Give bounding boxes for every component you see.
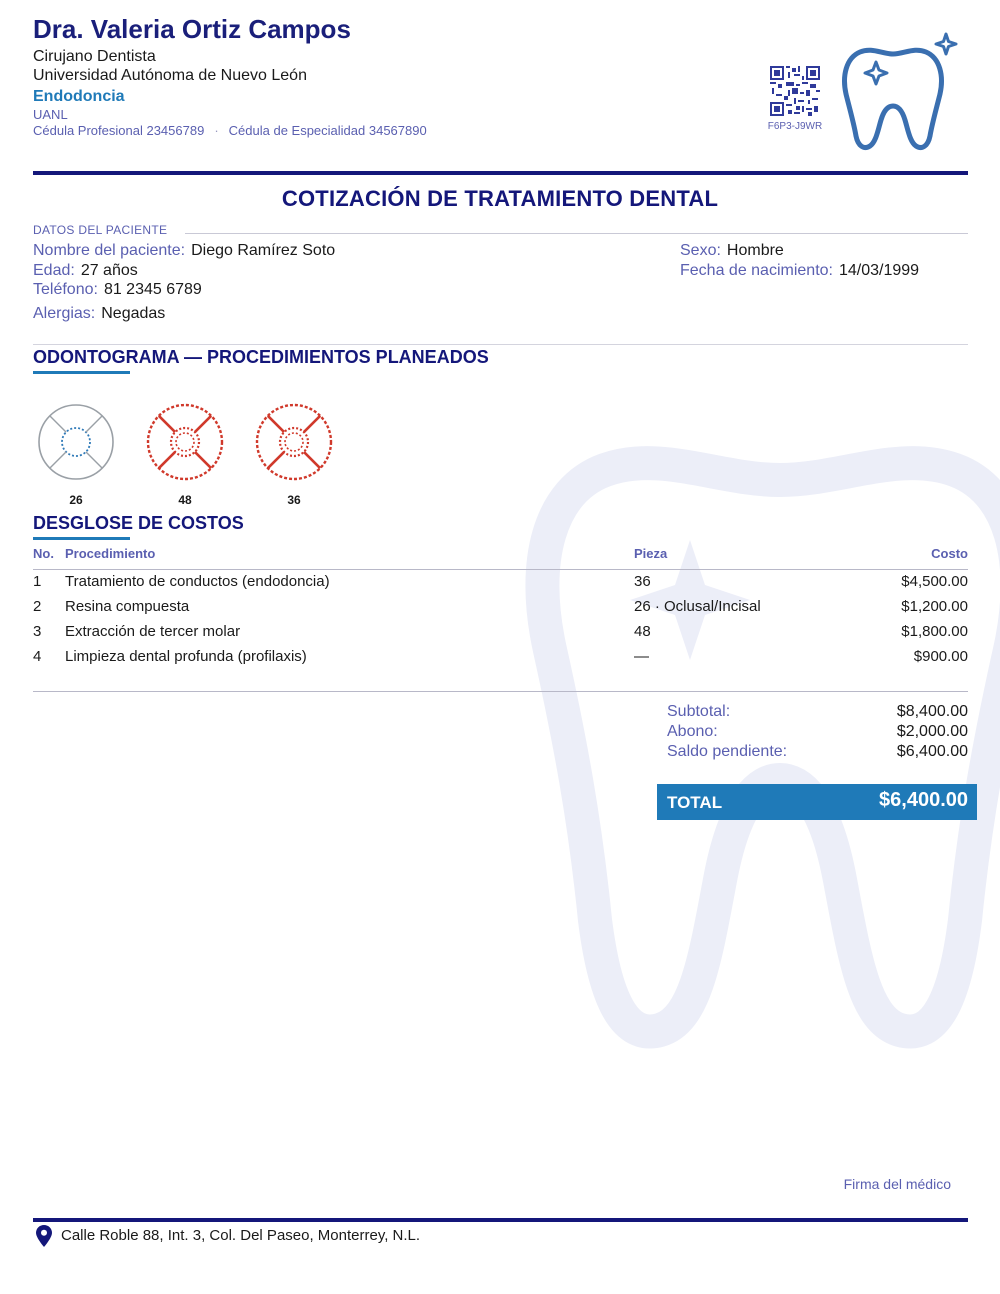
row-cost: $4,500.00: [901, 573, 968, 590]
costs-heading-underline: [33, 537, 130, 540]
patient-age-field: [33, 262, 138, 280]
row-piece: 26 · Oclusal/Incisal: [634, 598, 761, 615]
doctor-name: Dra. Valeria Ortiz Campos: [33, 14, 351, 44]
col-header-cost: Costo: [931, 546, 968, 561]
subtotal-label: Subtotal:: [667, 703, 731, 720]
patient-name-field: [33, 242, 335, 260]
tooth-number-label: 26: [69, 493, 83, 507]
signature-label: Firma del médico: [843, 1176, 951, 1192]
patient-age: 27 años: [80, 262, 138, 279]
col-header-piece: Pieza: [634, 546, 668, 561]
tooth-sparkle-icon: [838, 32, 960, 152]
abono-label: Abono:: [667, 723, 718, 740]
row-no: 4: [33, 648, 42, 665]
patient-dob: 14/03/1999: [838, 262, 920, 279]
subtotal-value: $8,400.00: [896, 703, 968, 720]
clinic-address: Calle Roble 88, Int. 3, Col. Del Paseo, Monterrey, N.L.: [61, 1227, 421, 1244]
table-bottom-rule: [33, 691, 968, 692]
patient-allergies-field: [33, 305, 165, 323]
row-procedure: Tratamiento de conductos (endodoncia): [65, 573, 330, 590]
cedula-especialidad: Cédula de Especialidad 34567890: [228, 123, 427, 138]
tooth-number-label: 48: [178, 493, 192, 507]
patient-name-label: Nombre del paciente:: [33, 242, 186, 259]
patient-dob-label: Fecha de nacimiento:: [680, 262, 833, 279]
patient-allergies-label: Alergias:: [33, 305, 96, 322]
patient-phone-label: Teléfono:: [33, 281, 98, 298]
patient-sex: Hombre: [726, 242, 784, 259]
costs-heading: DESGLOSE DE COSTOS: [33, 513, 244, 533]
row-piece: —: [634, 648, 649, 665]
doctor-specialty: Endodoncia: [33, 88, 125, 105]
patient-phone-field: [33, 281, 202, 299]
patient-section-label: DATOS DEL PACIENTE: [33, 223, 168, 237]
table-row: [0, 623, 1000, 648]
tooth-number-label: 36: [287, 493, 301, 507]
header-divider: [33, 171, 968, 175]
table-row: [0, 573, 1000, 598]
total-value: $6,400.00: [879, 789, 968, 811]
row-procedure: Limpieza dental profunda (profilaxis): [65, 648, 307, 665]
doctor-cedulas: [33, 123, 427, 138]
table-row: [0, 648, 1000, 673]
table-header-rule: [33, 569, 968, 570]
patient-section-divider: [33, 344, 968, 345]
doctor-university: Universidad Autónoma de Nuevo León: [33, 67, 307, 84]
col-header-no: No.: [33, 546, 54, 561]
patient-sex-field: [680, 242, 784, 260]
total-label: TOTAL: [667, 793, 723, 812]
location-pin-icon: [36, 1225, 52, 1247]
odontogram-heading-underline: [33, 371, 130, 374]
col-header-procedure: Procedimiento: [65, 546, 156, 561]
table-row: [0, 598, 1000, 623]
row-procedure: Resina compuesta: [65, 598, 190, 615]
patient-dob-field: [680, 262, 919, 280]
tooth-48: [148, 405, 222, 507]
tooth-26: [39, 405, 113, 507]
doctor-title: Cirujano Dentista: [33, 48, 156, 65]
saldo-label: Saldo pendiente:: [667, 743, 788, 760]
row-no: 2: [33, 598, 42, 615]
row-cost: $1,200.00: [901, 598, 968, 615]
odontogram-chart: [33, 400, 353, 512]
patient-name: Diego Ramírez Soto: [191, 242, 336, 259]
saldo-value: $6,400.00: [896, 743, 968, 760]
cedula-profesional: Cédula Profesional 23456789: [33, 123, 205, 138]
row-piece: 48: [634, 623, 651, 640]
patient-section-rule: [185, 233, 968, 234]
patient-allergies: Negadas: [101, 305, 166, 322]
qr-code-icon: [770, 66, 820, 116]
row-piece: 36: [634, 573, 651, 590]
specialty-school: UANL: [33, 107, 68, 122]
tooth-36: [257, 405, 331, 507]
row-procedure: Extracción de tercer molar: [65, 623, 241, 640]
row-cost: $1,800.00: [901, 623, 968, 640]
patient-age-label: Edad:: [33, 262, 75, 279]
qr-code-label: F6P3-J9WR: [767, 121, 823, 132]
cedula-separator: ·: [214, 123, 219, 138]
patient-sex-label: Sexo:: [680, 242, 721, 259]
document-title: COTIZACIÓN DE TRATAMIENTO DENTAL: [281, 186, 719, 211]
abono-value: $2,000.00: [896, 723, 968, 740]
patient-phone: 81 2345 6789: [103, 281, 202, 298]
odontogram-heading: ODONTOGRAMA — PROCEDIMIENTOS PLANEADOS: [33, 347, 489, 367]
row-no: 3: [33, 623, 42, 640]
row-no: 1: [33, 573, 42, 590]
footer-divider: [33, 1218, 968, 1222]
row-cost: $900.00: [913, 648, 968, 665]
